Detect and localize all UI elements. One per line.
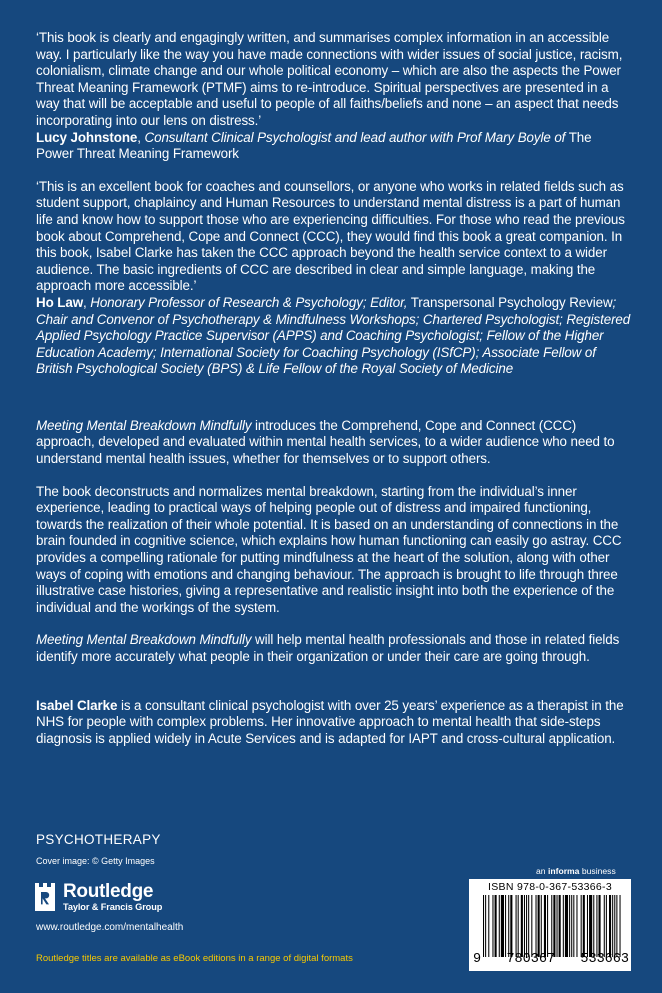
publisher-name: Routledge — [63, 881, 154, 902]
subject-category: PSYCHOTHERAPY — [36, 832, 161, 847]
cover-credit: Cover image: © Getty Images — [36, 856, 155, 866]
description-paragraph-1: Meeting Mental Breakdown Mindfully introduces the Comprehend, Cope and Connect (CCC) approach, developed and evaluated within mental health services, to a wider audience who need to understand mental health issues, whether for themselves or to support others. — [36, 417, 615, 467]
barcode-digit-group: 780367 — [506, 952, 556, 967]
endorser-role-continued: ; Chair and Convenor of Psychotherapy & Mindfulness Workshops; Chartered Psychologist; Registered Applied Psychology Practice Supervisor (APPS) and Coaching Psychologist; Fellow of the Higher Education Academy; International Society for Coaching Psychology (ISfCP); Associate Fellow of British Psychological Society (BPS) & Life Fellow of the Royal Society of Medicine — [36, 294, 631, 377]
book-title: Meeting Mental Breakdown Mindfully — [36, 417, 252, 433]
author-name: Isabel Clarke — [36, 697, 118, 713]
endorser-role: Honorary Professor of Research & Psychology; Editor, — [90, 294, 408, 310]
endorsement-attribution-1: Lucy Johnstone, Consultant Clinical Psychologist and lead author with Prof Mary Boyle of The Power Threat Meaning Framework — [36, 129, 592, 162]
barcode-digit-group: 533663 — [580, 952, 629, 967]
endorsement-quote-1: ‘This book is clearly and engagingly written, and summarises complex information in an accessible way. I particularly like the way you have made connections with wider issues of social justice, racism, colonialism, climate change and our whole political economy – which are also the aspects the Power Threat Meaning Framework (PTMF) aims to re-introduce. Spiritual perspectives are presented in a way that will be acceptable and useful to people of all faiths/beliefs and none – an aspect that needs incorporating into our lens on distress.’ — [36, 30, 623, 128]
endorser-role-title: The Power Threat Meaning Framework — [36, 129, 592, 162]
endorser-journal: Transpersonal Psychology Review — [407, 294, 613, 310]
description-paragraph-3: Meeting Mental Breakdown Mindfully will help mental health professionals and those in related fields identify more accurately what people in their organization or under their care are going through. — [36, 632, 620, 664]
ebook-note: Routledge titles are available as eBook editions in a range of digital formats — [36, 953, 353, 964]
isbn: ISBN 978-0-367-53366-3 — [488, 881, 612, 893]
publisher-group: Taylor & Francis Group — [63, 902, 163, 912]
book-title: Meeting Mental Breakdown Mindfully — [36, 632, 252, 648]
endorser-name: Lucy Johnstone — [36, 129, 138, 145]
endorsement-quote-2: ‘This is an excellent book for coaches and counsellors, or anyone who works in related fields such as student support, chaplaincy and Human Resources to understand mental distress is a part of human life and know how to support those who are experiencing difficulties. For those who read the previous book about Comprehend, Cope and Connect (CCC), they would find this book a great companion. In this book, Isabel Clarke has taken the CCC approach beyond the health service context to a wider audience. The basic ingredients of CCC are described in clear and simple language, making the approach more accessible.’ — [36, 178, 625, 294]
author-bio: Isabel Clarke is a consultant clinical psychologist with over 25 years’ experience as a therapist in the NHS for people with complex problems. Her innovative approach to mental health that side-steps diagnosis is applied widely in Acute Services and is adapted for IAPT and cross-cultural application. — [36, 697, 624, 746]
publisher-url[interactable]: www.routledge.com/mentalhealth — [36, 922, 184, 933]
barcode-icon — [483, 895, 623, 957]
publisher-logo — [34, 882, 162, 912]
routledge-tower-icon — [34, 882, 56, 912]
barcode-digit-group: 9 — [473, 952, 482, 967]
description-paragraph-2: The book deconstructs and normalizes mental breakdown, starting from the individual’s inner experience, leading to practical ways of helping people out of distress and impaired functioning, towards the realization of their whole potential. It is based on an understanding of connections in the brain founded in cognitive science, which explains how human functioning can easily go astray. CCC provides a compelling rationale for putting mindfulness at the heart of the solution, along with other ways of coping with emotions and changing behaviour. The approach is brought to life through three illustrative case histories, giving a representative and realistic insight into both the experience of the individual and the workings of the system. — [36, 483, 622, 615]
endorser-name: Ho Law — [36, 294, 84, 310]
endorser-role: Consultant Clinical Psychologist and lead author with Prof Mary Boyle of — [144, 129, 566, 145]
endorsement-attribution-2: Ho Law, Honorary Professor of Research & Psychology; Editor, Transpersonal Psychology Review; Chair and Convenor of Psychotherapy & Mindfulness Workshops; Chartered Psychologist; Registered Applied Psychology Practice Supervisor (APPS) and Coaching Psychologist; Fellow of the Higher Education Academy; International Society for Coaching Psychology (ISfCP); Associate Fellow of British Psychological Society (BPS) & Life Fellow of the Royal Society of Medicine — [36, 294, 631, 377]
informa-brand: informa — [547, 866, 580, 876]
barcode-digits — [473, 952, 629, 967]
informa-tagline: an informa business — [536, 866, 616, 876]
barcode-box — [469, 879, 631, 971]
